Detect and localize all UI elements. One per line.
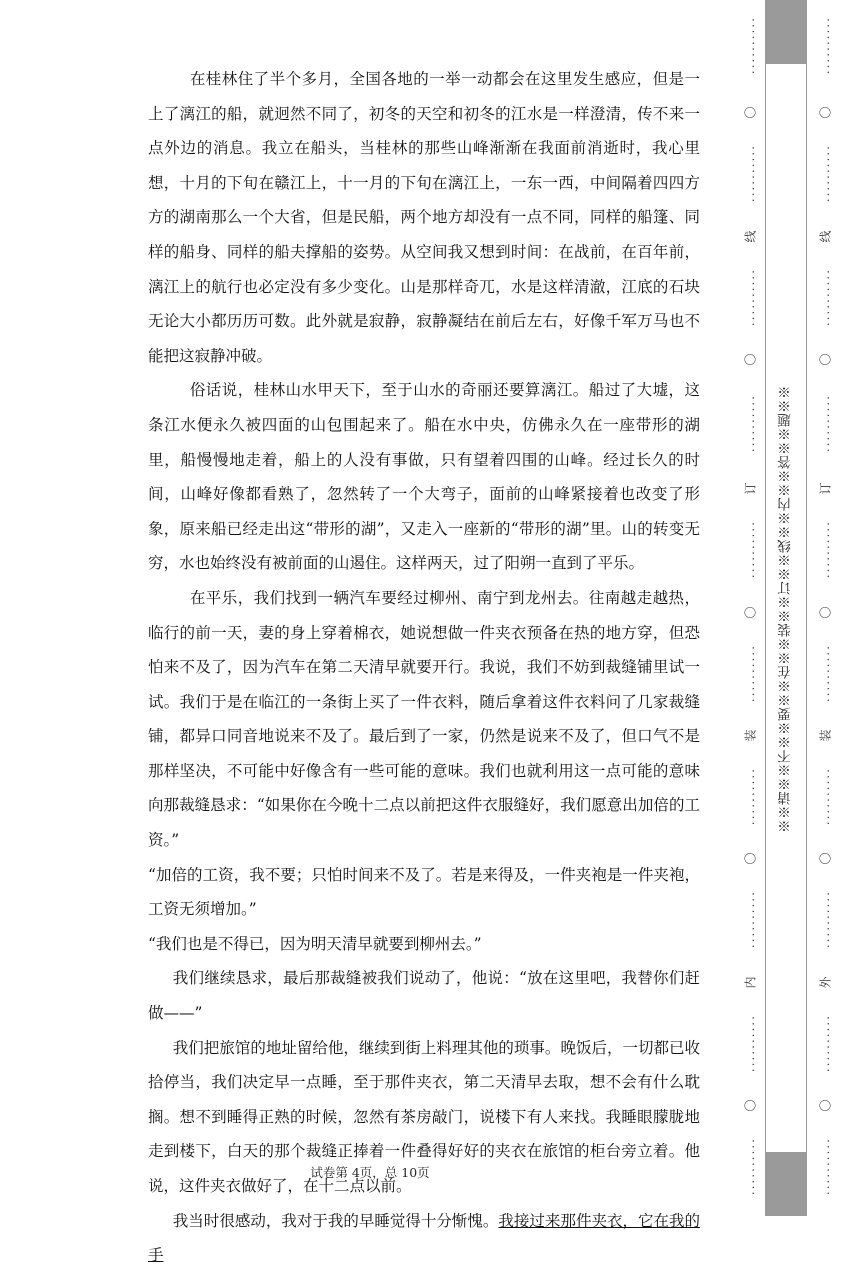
- binding-circle: 〇: [743, 1099, 758, 1112]
- dotted-line: ··········: [821, 18, 835, 77]
- binding-margin-right: [815, 0, 835, 1216]
- dotted-line: ··········: [746, 270, 760, 329]
- dotted-line: ··········: [746, 522, 760, 581]
- binding-circle: 〇: [818, 106, 833, 119]
- passage: [148, 62, 700, 1273]
- dotted-line: ··········: [746, 892, 760, 951]
- dotted-line: ··········: [746, 18, 760, 77]
- dotted-line: ··········: [821, 146, 835, 205]
- binding-circle: 〇: [743, 606, 758, 619]
- paragraph-2: 俗话说，桂林山水甲天下，至于山水的奇丽还要算漓江。船过了大墟，这条江水便永久被四面的山包围起来了。船在水中央，仿佛永久在一座带形的湖里，船慢慢地走着，船上的人没有事做，只有望着四围的山峰。经过长久的时间，山峰好像都看熟了，忽然转了一个大弯子，面前的山峰紧接着也改变了形象，原来船已经走出这“带形的湖”，又走入一座新的“带形的湖”里。山的转变无穷，水也始终没有被前面的山遏住。这样两天，过了阳朔一直到了平乐。: [148, 381, 700, 573]
- band-bottom-block: [766, 1152, 806, 1216]
- paragraph-6: 我们继续恳求，最后那裁缝被我们说动了，他说：“放在这里吧，我替你们赶做——”: [148, 969, 700, 1023]
- binding-label-line: 线: [818, 230, 833, 243]
- dotted-line: ··········: [746, 146, 760, 205]
- paragraph-5: “我们也是不得已，因为明天清早就要到柳州去。”: [148, 934, 482, 953]
- underlined-sentence: 我接过来那件夹衣，它在我的手: [148, 1211, 700, 1265]
- binding-label-inside: 内: [743, 976, 758, 989]
- paragraph-3: 在平乐，我们找到一辆汽车要经过柳州、南宁到龙州去。往南越走越热，临行的前一天，妻的身上穿着棉衣，她说想做一件夹衣预备在热的地方穿，但恐怕来不及了，因为汽车在第二天清早就要开行。我说，我们不妨到裁缝铺里试一试。我们于是在临江的一条街上买了一件衣料，随后拿着这件衣料问了几家裁缝铺，都异口同音地说来不及了。最后到了一家，仍然是说来不及了，但口气不是那样坚决，不可能中好像含有一些可能的意味。我们也就利用这一点可能的意味向那裁缝恳求：“如果你在今晚十二点以前把这件衣服缝好，我们愿意出加倍的工资。”: [148, 588, 700, 850]
- binding-circle: 〇: [743, 353, 758, 366]
- dotted-line: ··········: [746, 1139, 760, 1198]
- binding-label-outside: 外: [818, 976, 833, 989]
- band-border-right: [806, 0, 807, 1216]
- dotted-line: ··········: [821, 270, 835, 329]
- binding-circle: 〇: [818, 606, 833, 619]
- page-footer: 试卷第 4页，总 10页: [310, 1165, 430, 1180]
- binding-margin-left: [740, 0, 760, 1216]
- paragraph-8: [148, 1204, 700, 1273]
- dotted-line: ··········: [746, 1016, 760, 1075]
- dotted-line: ··········: [821, 646, 835, 705]
- binding-notice: ※※请※※不※※要※※在※※装※※订※※线※※内※※答※※题※※: [778, 385, 794, 833]
- paragraph-4: “加倍的工资，我不要；只怕时间来不及了。若是来得及，一件夹袍是一件夹袍，工资无须增加。”: [148, 865, 700, 919]
- binding-label-order: 订: [818, 482, 833, 495]
- dotted-line: ··········: [746, 395, 760, 455]
- binding-label-bind: 装: [818, 729, 833, 742]
- dotted-line: ··········: [821, 1016, 835, 1075]
- paragraph-7: 我们把旅馆的地址留给他，继续到街上料理其他的琐事。晚饭后，一切都已收拾停当，我们决定早一点睡，至于那件夹衣，第二天清早去取，想不会有什么耽搁。想不到睡得正熟的时候，忽然有茶房敲门，说楼下有人来找。我睡眼朦胧地走到楼下，白天的那个裁缝正捧着一件叠得好好的夹衣在旅馆的柜台旁立着。他说，这件夹衣做好了，在十二点以前。: [148, 1038, 700, 1195]
- band-top-block: [766, 0, 806, 64]
- dotted-line: ··········: [821, 892, 835, 951]
- dotted-line: ··········: [821, 769, 835, 828]
- binding-label-order: 订: [743, 482, 758, 495]
- binding-circle: 〇: [743, 852, 758, 865]
- binding-circle: 〇: [818, 353, 833, 366]
- dotted-line: ··········: [821, 1139, 835, 1198]
- binding-circle: 〇: [743, 106, 758, 119]
- dotted-line: ··········: [821, 522, 835, 581]
- paragraph-1: 在桂林住了半个多月，全国各地的一举一动都会在这里发生感应，但是一上了漓江的船，就迥然不同了，初冬的天空和初冬的江水是一样澄清，传不来一点外边的消息。我立在船头，当桂林的那些山峰渐渐在我面前消逝时，我心里想，十月的下旬在赣江上，十一月的下旬在漓江上，一东一西，中间隔着四四方方的湖南那么一个大省，但是民船，两个地方却没有一点不同，同样的船篷、同样的船身、同样的船夫撑船的姿势。从空间我又想到时间：在战前，在百年前，漓江上的航行也必定没有多少变化。山是那样奇兀，水是这样清澈，江底的石块无论大小都历历可数。此外就是寂静，寂静凝结在前后左右，好像千军万马也不能把这寂静冲破。: [148, 70, 700, 365]
- binding-circle: 〇: [818, 1099, 833, 1112]
- dotted-line: ··········: [746, 769, 760, 828]
- binding-circle: 〇: [818, 852, 833, 865]
- dotted-line: ··········: [746, 646, 760, 705]
- dotted-line: ··········: [821, 395, 835, 455]
- binding-label-line: 线: [743, 230, 758, 243]
- paragraph-8-text: 我当时很感动，我对于我的早睡觉得十分惭愧。: [172, 1211, 499, 1230]
- band-border-left: [765, 0, 766, 1216]
- binding-label-bind: 装: [743, 729, 758, 742]
